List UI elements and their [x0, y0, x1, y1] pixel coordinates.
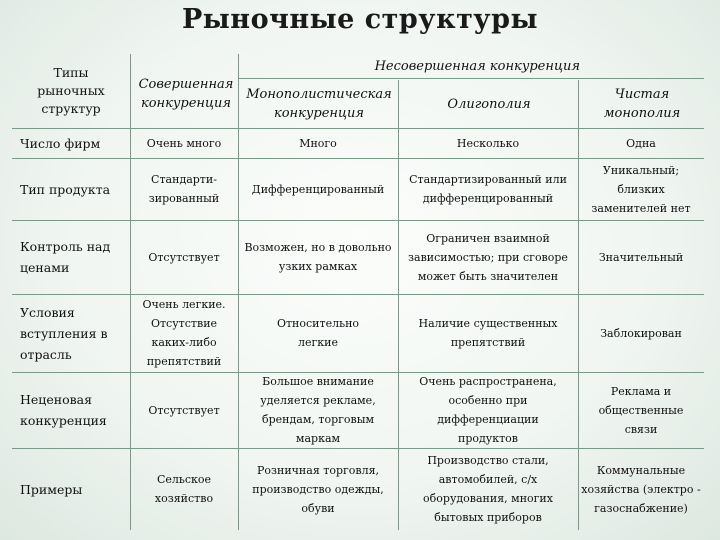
header-oligopoly: Олигополия	[447, 96, 531, 112]
table-cell: Отсутствует	[148, 250, 220, 264]
header-pure-monopoly: Чистая монополия	[603, 87, 681, 121]
table-cell: Очень легкие. Отсутствие каких-либо препятствий	[142, 298, 226, 368]
table-cell: Стандартизированный или дифференцированный	[409, 173, 567, 205]
table-cell: Стандарти-зированный	[148, 173, 220, 205]
table-cell: Наличие существенных препятствий	[418, 317, 558, 349]
table-cell: Очень распространена, особенно при дифференциации продуктов	[419, 375, 557, 445]
header-imperfect-competition: Несовершенная конкуренция	[374, 58, 580, 74]
table-cell: Относительно легкие	[276, 317, 360, 349]
market-structures-table	[12, 54, 704, 530]
table-cell: Сельское хозяйство	[154, 473, 214, 505]
row-label: Неценовая конкуренция	[20, 392, 107, 428]
table-cell: Очень много	[146, 136, 222, 150]
table-cell: Производство стали, автомобилей, с/х оборудования, многих бытовых приборов	[423, 454, 553, 524]
row-label: Тип продукта	[20, 181, 111, 197]
column-divider	[238, 54, 239, 530]
page-title: Рыночные структуры	[181, 4, 539, 35]
table-cell: Ограничен взаимной зависимостью; при сговоре может быть значителен	[408, 231, 568, 283]
table-cell: Отсутствует	[148, 403, 220, 417]
row-label: Примеры	[20, 481, 83, 497]
table-cell: Розничная торговля, производство одежды, обуви	[252, 463, 384, 515]
table-cell: Одна	[626, 136, 656, 150]
table-cell: Большое внимание уделяется рекламе, брендам, торговым маркам	[260, 375, 376, 445]
table-cell: Несколько	[456, 136, 520, 150]
table-cell: Заблокирован	[600, 326, 682, 340]
row-label: Число фирм	[20, 135, 101, 151]
table-cell: Уникальный; близких заменителей нет	[591, 163, 691, 215]
table-cell: Дифференцированный	[251, 182, 385, 196]
header-types: Типы рыночных структур	[37, 65, 105, 116]
row-label: Условия вступления в отрасль	[20, 304, 108, 362]
table-cell: Коммунальные хозяйства (электро - газоснабжение)	[581, 463, 701, 515]
header-perfect-competition: Совершенная конкуренция	[138, 77, 234, 111]
header-monopolistic-competition: Монополистическая конкуренция	[246, 87, 392, 121]
row-label: Контроль над ценами	[20, 239, 111, 275]
table-cell: Значительный	[598, 250, 684, 264]
table-cell: Возможен, но в довольно узких рамках	[244, 241, 392, 273]
table-cell: Много	[299, 136, 337, 150]
table-cell: Реклама и общественные связи	[598, 384, 684, 436]
header-divider	[238, 78, 704, 79]
